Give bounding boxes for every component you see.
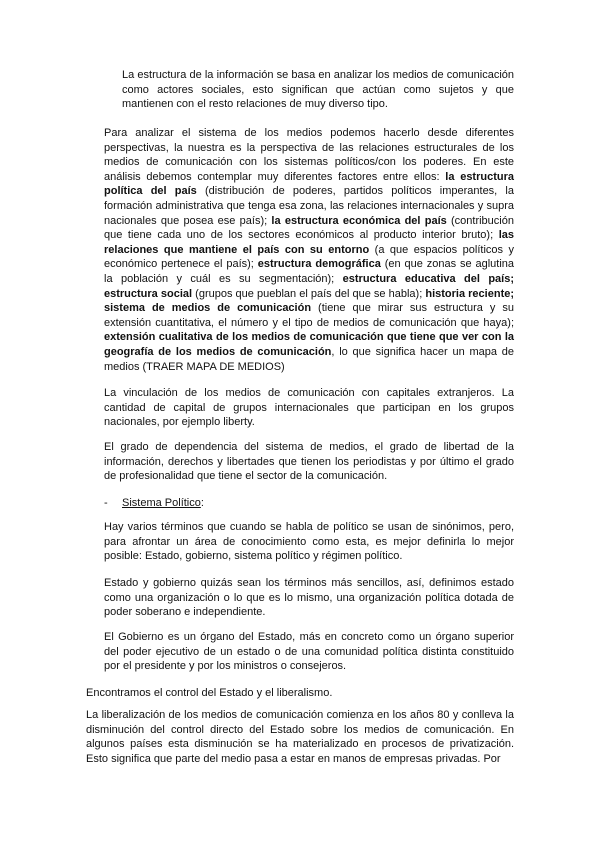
bold-term: estructura educativa del país; estructura social [104,272,514,300]
paragraph-state-control: Encontramos el control del Estado y el liberalismo. [86,687,333,699]
text-segment: (distribución de poderes, partidos políticos imperantes, la formación administrativa que tenga esa zona, las relaciones internacionales y supra nacionales que posea ese país); [104,185,514,227]
bold-term: la estructura económica del país [271,214,447,227]
paragraph-liberalization: La liberalización de los medios de comunicación comienza en los años 80 y conlleva la disminución del control directo del Estado sobre los medios de comunicación. En algunos países esta disminución se ha materializado en procesos de privatización. Esto significa que parte del medio pasa a estar en manos de empresas privadas. Por [86,709,514,765]
paragraph-dependency: El grado de dependencia del sistema de medios, el grado de libertad de la información, derechos y libertades que tienen los periodistas y por último el grado de profesionalidad que tiene el sector de la comunicación. [104,441,514,483]
bullet-political-system [104,496,514,511]
text-segment: (en que zonas se aglutina la población y cuál es su segmentación); [104,258,514,285]
paragraph-state-definition: Estado y gobierno quizás sean los términos más sencillos, así, definimos estado como una organización o lo que es lo mismo, una organización política dotada de poder soberano e independiente. [104,577,514,619]
bold-term: estructura demográfica [257,258,381,271]
paragraph-government-definition: El Gobierno es un órgano del Estado, más en concreto como un órgano superior del poder ejecutivo de un estado o de una comunidad política distinta constituido por el presidente y por los ministros o consejeros. [104,631,514,673]
text-segment: (grupos que pueblan el país del que se habla); [192,287,426,300]
bullet-suffix: : [200,497,204,509]
paragraph-political-terms: Hay varios términos que cuando se habla de político se usan de sinónimos, pero, para afrontar un área de conocimiento como esta, es mejor definirla lo mejor posible: Estado, gobierno, sistema político y régimen político. [104,521,514,563]
bullet-dash: - [104,497,108,509]
paragraph-analysis-factors [104,126,514,374]
paragraph-media-structure: La estructura de la información se basa en analizar los medios de comunicación como actores sociales, esto significan que actúan como sujetos y que mantienen con el resto relaciones de muy diverso tipo. [122,69,514,111]
bold-term: extensión cualitativa de los medios de comunicación que tiene que ver con la geografía de los medios de comunicación [104,331,514,358]
text-segment: Para analizar el sistema de los medios podemos hacerlo desde diferentes perspectivas, la nuestra es la perspectiva de las relaciones estructurales de los medios de comunicación con los sistemas políticos/con los poderes. En este análisis debemos contemplar muy diferentes factores entre ellos: [104,127,514,183]
bold-term: la estructura política del país [104,170,514,198]
text-segment: (a que espacios políticos y económico pertenece el país); [104,243,514,271]
text-segment: (contribución que tiene cada uno de los sectores económicos al producto interior bruto); [104,214,514,242]
bold-term: las relaciones que mantiene el país con su entorno [104,229,514,256]
text-segment: (tiene que mirar sus estructura y su extensión cuantitativa, el número y el tipo de medios de comunicación que haya); [104,302,514,329]
bullet-label: Sistema Político [122,497,201,509]
bold-term: historia reciente; sistema de medios de comunicación [104,287,515,315]
paragraph-foreign-capital: La vinculación de los medios de comunicación con capitales extranjeros. La cantidad de capital de grupos internacionales que participan en los grupos nacionales, por ejemplo liberty. [104,387,514,429]
text-segment: , lo que significa hacer un mapa de medios (TRAER MAPA DE MEDIOS) [104,345,514,373]
